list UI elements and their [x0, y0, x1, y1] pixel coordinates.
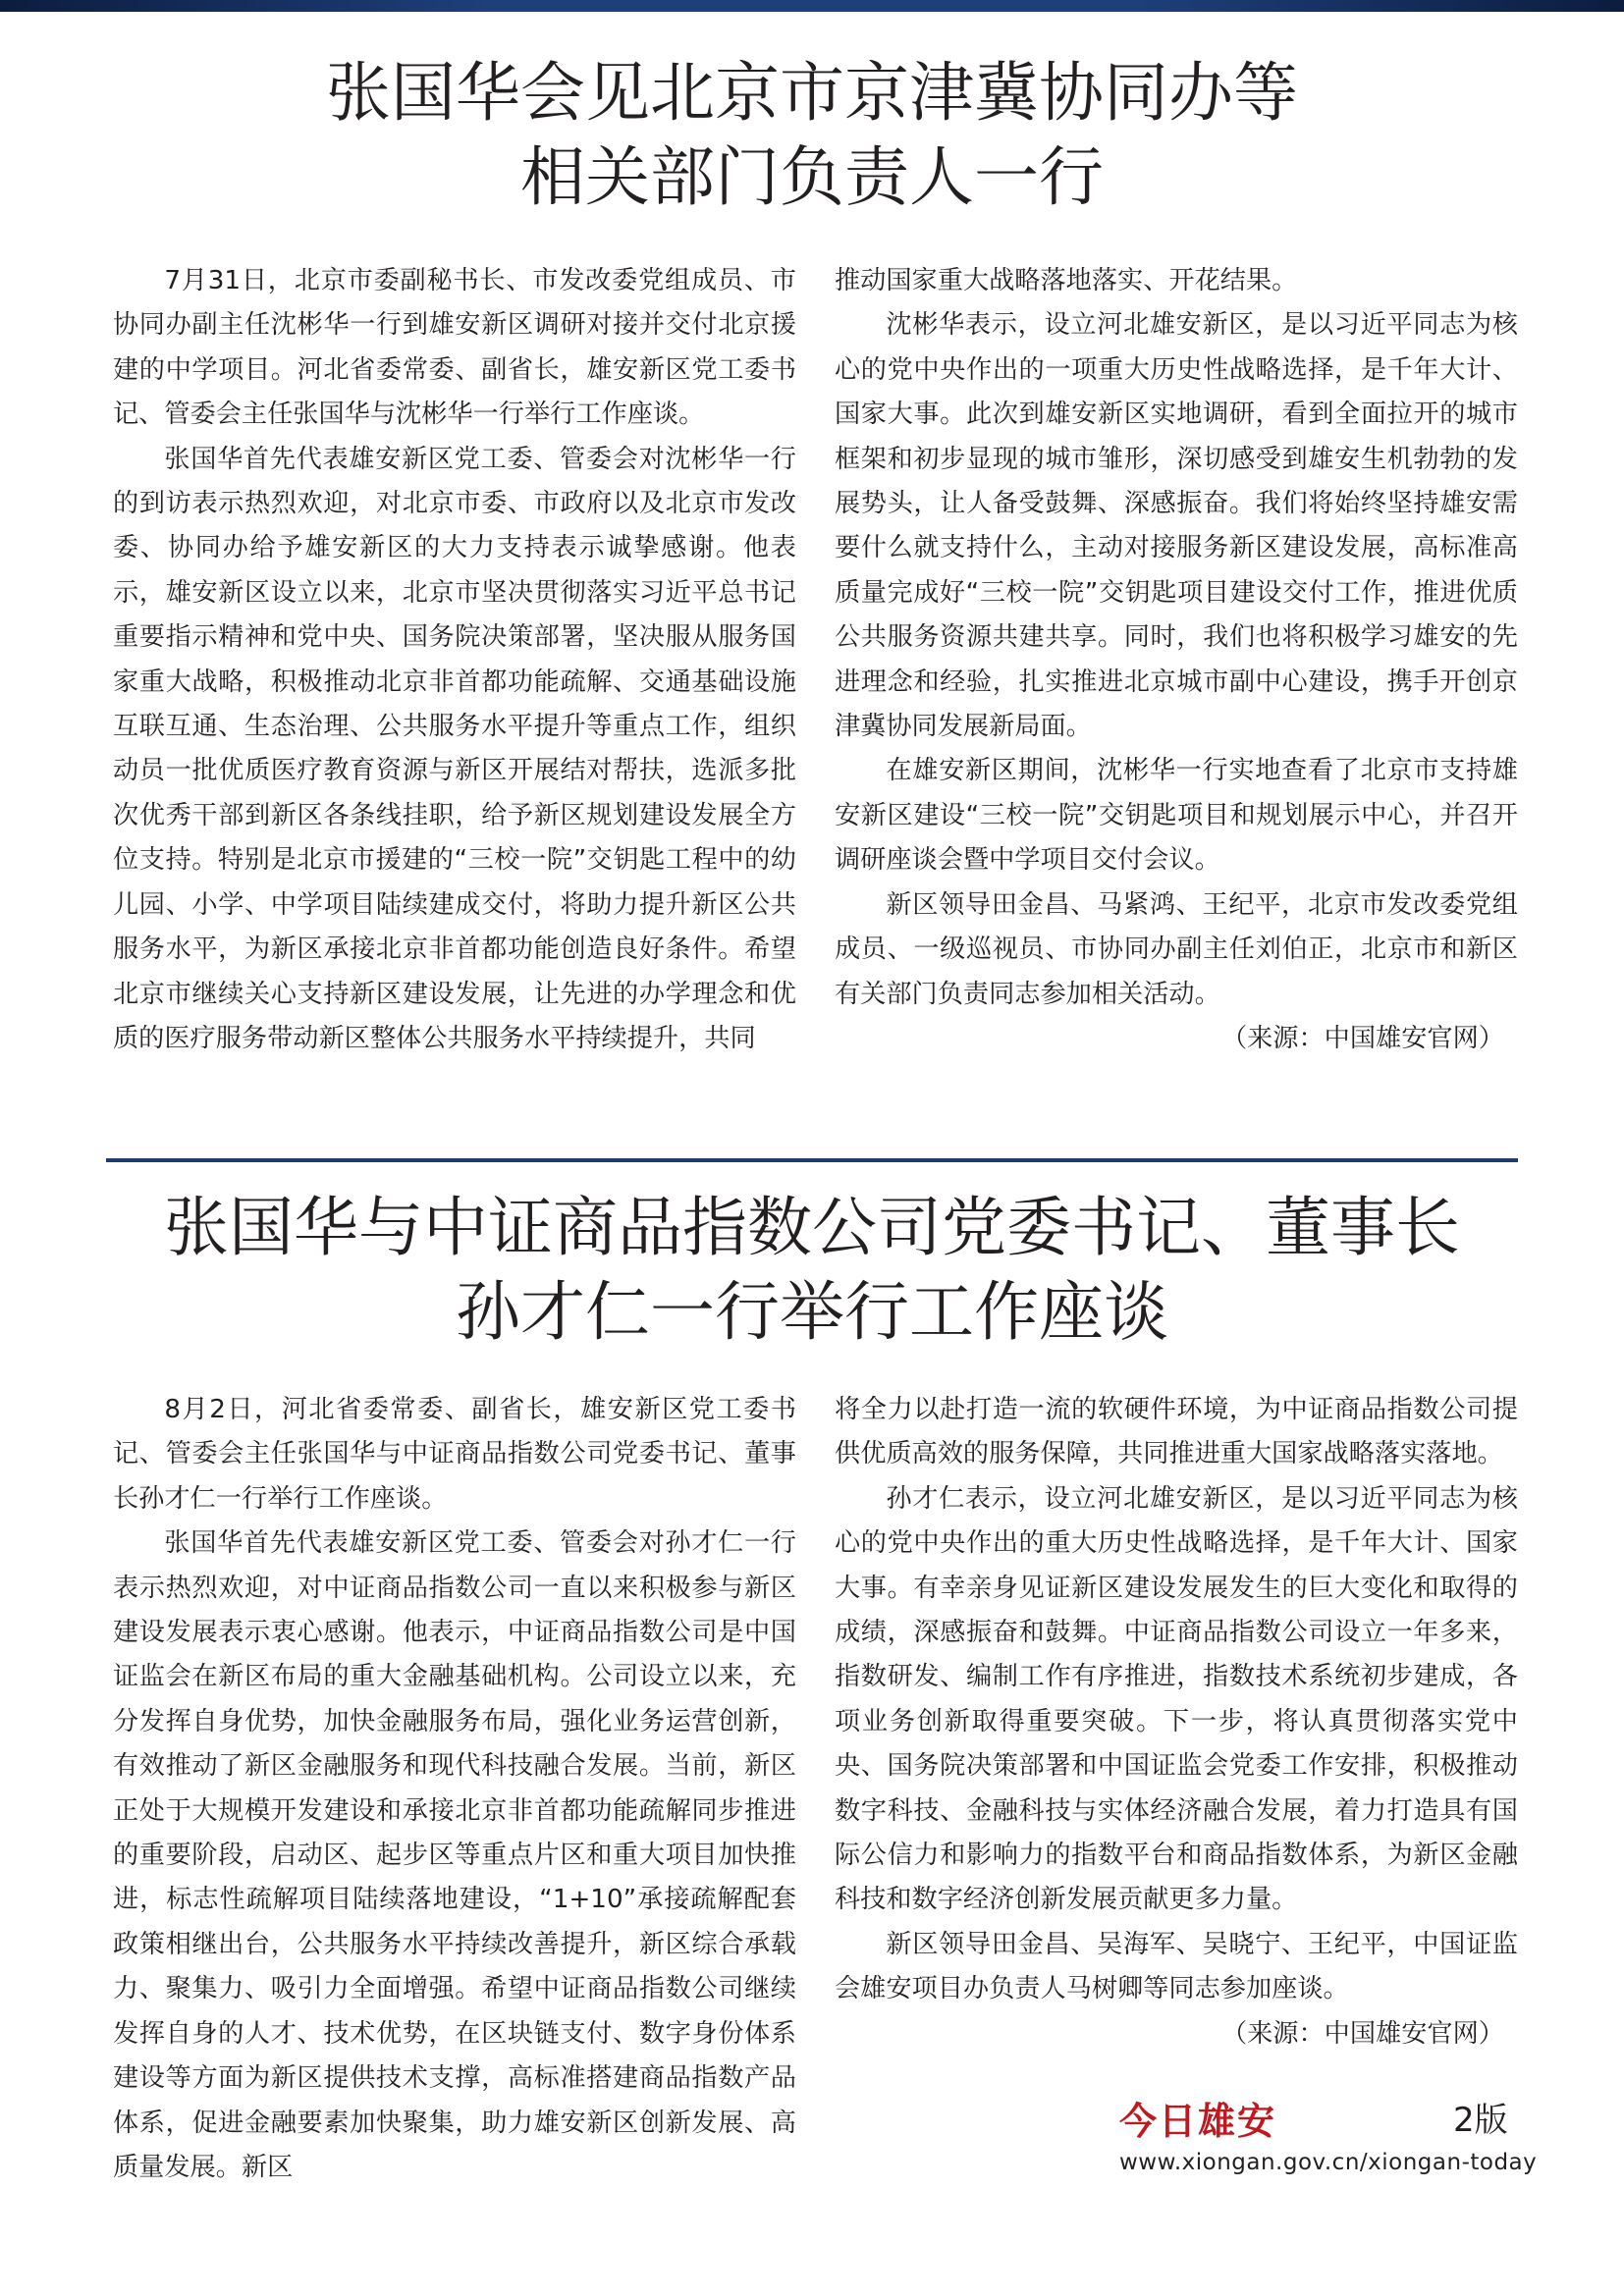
article-1-left-column [113, 259, 796, 1061]
publication-logo: 今日雄安 [1119, 2099, 1277, 2143]
article-1-source: （来源：中国雄安官网） [1220, 1023, 1504, 1053]
article-1-title [0, 51, 1624, 220]
article-2-right-column [835, 1388, 1518, 2056]
article-divider [106, 1158, 1518, 1162]
article-2-source: （来源：中国雄安官网） [1220, 2018, 1504, 2049]
article-1-paragraph-1: 7月31日，北京市委副秘书长、市发改委党组成员、市协同办副主任沈彬华一行到雄安新区调研对接并交付北京援建的中学项目。河北省委常委、副省长，雄安新区党工委书记、管委会主任张国华与沈彬华一行举行工作座谈。 [113, 266, 796, 430]
article-1-paragraph-3: 沈彬华表示，设立河北雄安新区，是以习近平同志为核心的党中央作出的一项重大历史性战略选择，是千年大计、国家大事。此次到雄安新区实地调研，看到全面拉开的城市框架和初步显现的城市雏形，深切感受到雄安生机勃勃的发展势头，让人备受鼓舞、深感振奋。我们将始终坚持雄安需要什么就支持什么，主动对接服务新区建设发展，高标准高质量完成好“三校一院”交钥匙项目建设交付工作，推进优质公共服务资源共建共享。同时，我们也将积极学习雄安的先进理念和经验，扎实推进北京城市副中心建设，携手开创京津冀协同发展新局面。 [835, 310, 1518, 742]
article-2-paragraph-2-continuation: 将全力以赴打造一流的软硬件环境，为中证商品指数公司提供优质高效的服务保障，共同推进重大国家战略落实落地。 [835, 1395, 1518, 1469]
article-1-paragraph-5: 新区领导田金昌、马紧鸿、王纪平，北京市发改委党组成员、一级巡视员、市协同办副主任刘伯正，北京市和新区有关部门负责同志参加相关活动。 [835, 889, 1518, 1009]
article-2-paragraph-2: 张国华首先代表雄安新区党工委、管委会对孙才仁一行表示热烈欢迎，对中证商品指数公司一直以来积极参与新区建设发展表示衷心感谢。他表示，中证商品指数公司是中国证监会在新区布局的重大金融基础机构。公司设立以来，充分发挥自身优势，加快金融服务布局，强化业务运营创新，有效推动了新区金融服务和现代科技融合发展。当前，新区正处于大规模开发建设和承接北京非首都功能疏解同步推进的重要阶段，启动区、起步区等重点片区和重大项目加快推进，标志性疏解项目陆续落地建设，“1+10”承接疏解配套政策相继出台，公共服务水平持续改善提升，新区综合承载力、聚集力、吸引力全面增强。希望中证商品指数公司继续发挥自身的人才、技术优势，在区块链支付、数字身份体系建设等方面为新区提供技术支撑，高标准搭建商品指数产品体系，促进金融要素加快聚集，助力雄安新区创新发展、高质量发展。新区 [113, 1528, 796, 2182]
article-1-right-column [835, 259, 1518, 1061]
article-2-paragraph-1: 8月2日，河北省委常委、副省长，雄安新区党工委书记、管委会主任张国华与中证商品指数公司党委书记、董事长孙才仁一行举行工作座谈。 [113, 1395, 796, 1514]
top-banner-bar [0, 0, 1624, 12]
article-1-paragraph-2: 张国华首先代表雄安新区党工委、管委会对沈彬华一行的到访表示热烈欢迎，对北京市委、市政府以及北京市发改委、协同办给予雄安新区的大力支持表示诚挚感谢。他表示，雄安新区设立以来，北京市坚决贯彻落实习近平总书记重要指示精神和党中央、国务院决策部署，坚决服从服务国家重大战略，积极推动北京非首都功能疏解、交通基础设施互联互通、生态治理、公共服务水平提升等重点工作，组织动员一批优质医疗教育资源与新区开展结对帮扶，选派多批次优秀干部到新区各条线挂职，给予新区规划建设发展全方位支持。特别是北京市援建的“三校一院”交钥匙工程中的幼儿园、小学、中学项目陆续建成交付，将助力提升新区公共服务水平，为新区承接北京非首都功能创造良好条件。希望北京市继续关心支持新区建设发展，让先进的办学理念和优质的医疗服务带动新区整体公共服务水平持续提升，共同 [113, 444, 796, 1053]
article-1-title-line-1: 张国华会见北京市京津冀协同办等 [326, 55, 1298, 131]
article-2-paragraph-3: 孙才仁表示，设立河北雄安新区，是以习近平同志为核心的党中央作出的重大历史性战略选择，是千年大计、国家大事。有幸亲身见证新区建设发展发生的巨大变化和取得的成绩，深感振奋和鼓舞。中证商品指数公司设立一年多来，指数研发、编制工作有序推进，指数技术系统初步建成，各项业务创新取得重要突破。下一步，将认真贯彻落实党中央、国务院决策部署和中国证监会党委工作安排，积极推动数字科技、金融科技与实体经济融合发展，着力打造具有国际公信力和影响力的指数平台和商品指数体系，为新区金融科技和数字经济创新发展贡献更多力量。 [835, 1483, 1518, 1915]
article-1-title-line-2: 相关部门负责人一行 [520, 139, 1104, 215]
article-1-paragraph-4: 在雄安新区期间，沈彬华一行实地查看了北京市支持雄安新区建设“三校一院”交钥匙项目和规划展示中心，并召开调研座谈会暨中学项目交付会议。 [835, 756, 1518, 876]
article-1-paragraph-2-continuation: 推动国家重大战略落地落实、开花结果。 [835, 266, 1298, 295]
article-2-title-line-2: 孙才仁一行举行工作座谈 [456, 1274, 1168, 1350]
article-2-title [0, 1186, 1624, 1355]
article-2-paragraph-4: 新区领导田金昌、吴海军、吴晓宁、王纪平，中国证监会雄安项目办负责人马树卿等同志参加座谈。 [835, 1929, 1518, 2004]
website-url[interactable]: www.xiongan.gov.cn/xiongan-today [1119, 2150, 1538, 2175]
article-2-title-line-1: 张国华与中证商品指数公司党委书记、董事长 [164, 1190, 1460, 1265]
article-2-left-column [113, 1388, 796, 2190]
page-number: 2版 [1453, 2101, 1508, 2140]
